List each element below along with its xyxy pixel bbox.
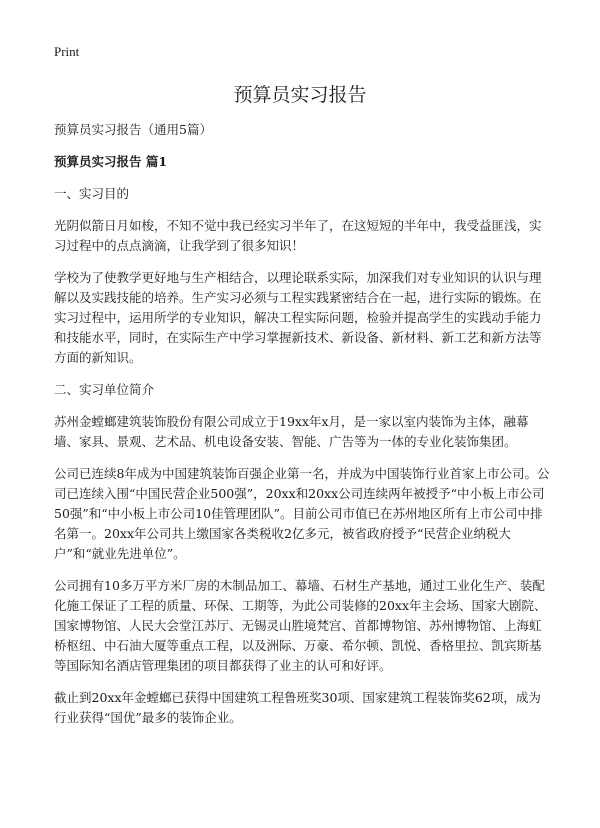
paragraph: 光阴似箭日月如梭，不知不觉中我已经实习半年了，在这短短的半年中，我受益匪浅，实习过程中的点点滴滴，让我学到了很多知识！ (54, 218, 542, 253)
print-link[interactable]: Print (54, 44, 80, 59)
document-subtitle: 预算员实习报告（通用5篇） (54, 122, 212, 137)
paragraph: 学校为了使教学更好地与生产相结合，以理论联系实际，加深我们对专业知识的认识与理解以及实践技能的培养。生产实习必须与工程实践紧密结合在一起，进行实际的锻炼。在实习过程中，运用所学的专业知识，解决工程实际问题，检验并提高学生的实践动手能力和技能水平，同时，在实际生产中学习掌握新技术、新设备、新材料、新工艺和新方法等方面的新知识。 (54, 270, 542, 365)
section-heading-purpose: 一、实习目的 (54, 186, 130, 201)
page-title: 预算员实习报告 (233, 84, 367, 106)
document-body (54, 120, 550, 740)
section-title: 预算员实习报告 篇1 (54, 154, 168, 169)
paragraph: 苏州金螳螂建筑装饰股份有限公司成立于19xx年x月，是一家以室内装饰为主体，融幕墙、家具、景观、艺术品、机电设备安装、智能、广告等为一体的专业化装饰集团。 (54, 414, 529, 449)
section-heading-company: 二、实习单位简介 (54, 382, 155, 397)
paragraph: 公司已连续8年成为中国建筑装饰百强企业第一名，并成为中国装饰行业首家上市公司。公司已连续入围“中国民营企业500强”，20xx和20xx公司连续两年被授予“中小板上市公司50强”和“中小板上市公司10佳管理团队”。目前公司市值已在苏州地区所有上市公司中排名第一。20xx年公司共上缴国家各类税收2亿多元，被省政府授予“民营企业纳税大户”和“就业先进单位”。 (54, 466, 550, 561)
paragraph: 公司拥有10多万平方米厂房的木制品加工、幕墙、石材生产基地，通过工业化生产、装配化施工保证了工程的质量、环保、工期等，为此公司装修的20xx年主会场、国家大剧院、国家博物馆、人民大会堂江苏厅、无锡灵山胜境梵宫、首都博物馆、苏州博物馆、上海虹桥枢纽、中石油大厦等重点工程，以及洲际、万豪、希尔顿、凯悦、香格里拉、凯宾斯基等国际知名酒店管理集团的项目都获得了业主的认可和好评。 (54, 578, 547, 673)
paragraph: 截止到20xx年金螳螂已获得中国建筑工程鲁班奖30项、国家建筑工程装饰奖62项，成为行业获得“国优”最多的装饰企业。 (54, 690, 541, 725)
